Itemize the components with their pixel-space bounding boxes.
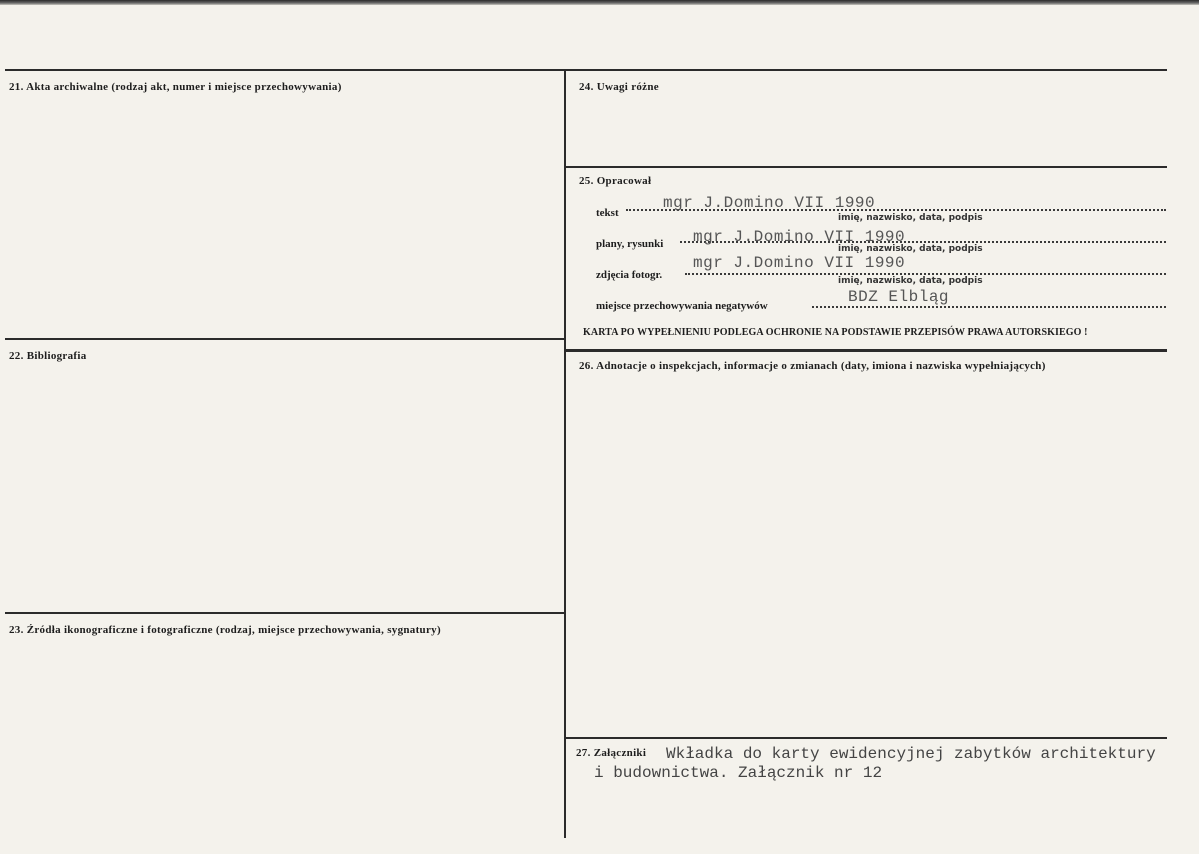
- tekst-hint: imię, nazwisko, data, podpis: [838, 213, 983, 223]
- rule-21-22: [5, 338, 565, 340]
- rule-25-26: [565, 349, 1167, 352]
- tekst-value: mgr J.Domino VII 1990: [663, 194, 876, 212]
- rule-24-25: [565, 166, 1167, 168]
- top-horizontal-rule: [5, 69, 1167, 71]
- zalaczniki-line-1: Wkładka do karty ewidencyjnej zabytków architektury: [666, 745, 1156, 763]
- section-21-label: 21. Akta archiwalne (rodzaj akt, numer i miejsce przechowywania): [9, 81, 342, 93]
- copyright-warning: KARTA PO WYPEŁNIENIU PODLEGA OCHRONIE NA PODSTAWIE PRZEPISÓW PRAWA AUTORSKIEGO !: [583, 327, 1088, 338]
- section-27-label: 27. Załączniki: [576, 747, 647, 759]
- plany-value: mgr J.Domino VII 1990: [693, 228, 906, 246]
- zdjecia-dotted-line: [685, 273, 1166, 275]
- zalaczniki-line-2: i budownictwa. Załącznik nr 12: [594, 764, 883, 782]
- section-26-label: 26. Adnotacje o inspekcjach, informacje o zmianach (daty, imiona i nazwiska wypełniających): [579, 360, 1046, 372]
- negatywy-value: BDZ Elbląg: [848, 288, 950, 306]
- section-22-label: 22. Bibliografia: [9, 350, 87, 362]
- section-23-label: 23. Źródła ikonograficzne i fotograficzne (rodzaj, miejsce przechowywania, sygnatury): [9, 624, 441, 636]
- zdjecia-label: zdjęcia fotogr.: [596, 269, 663, 281]
- rule-26-27: [565, 737, 1167, 739]
- scanned-page-edge: [0, 0, 1199, 5]
- section-24-label: 24. Uwagi różne: [579, 81, 659, 93]
- negatywy-dotted-line: [812, 306, 1166, 308]
- negatywy-label: miejsce przechowywania negatywów: [596, 300, 768, 312]
- plany-label: plany, rysunki: [596, 238, 664, 250]
- zdjecia-hint: imię, nazwisko, data, podpis: [838, 276, 983, 286]
- tekst-label: tekst: [596, 207, 619, 219]
- section-25-label: 25. Opracował: [579, 175, 652, 187]
- center-vertical-rule: [564, 70, 566, 838]
- rule-22-23: [5, 612, 565, 614]
- zdjecia-value: mgr J.Domino VII 1990: [693, 254, 906, 272]
- plany-hint: imię, nazwisko, data, podpis: [838, 244, 983, 254]
